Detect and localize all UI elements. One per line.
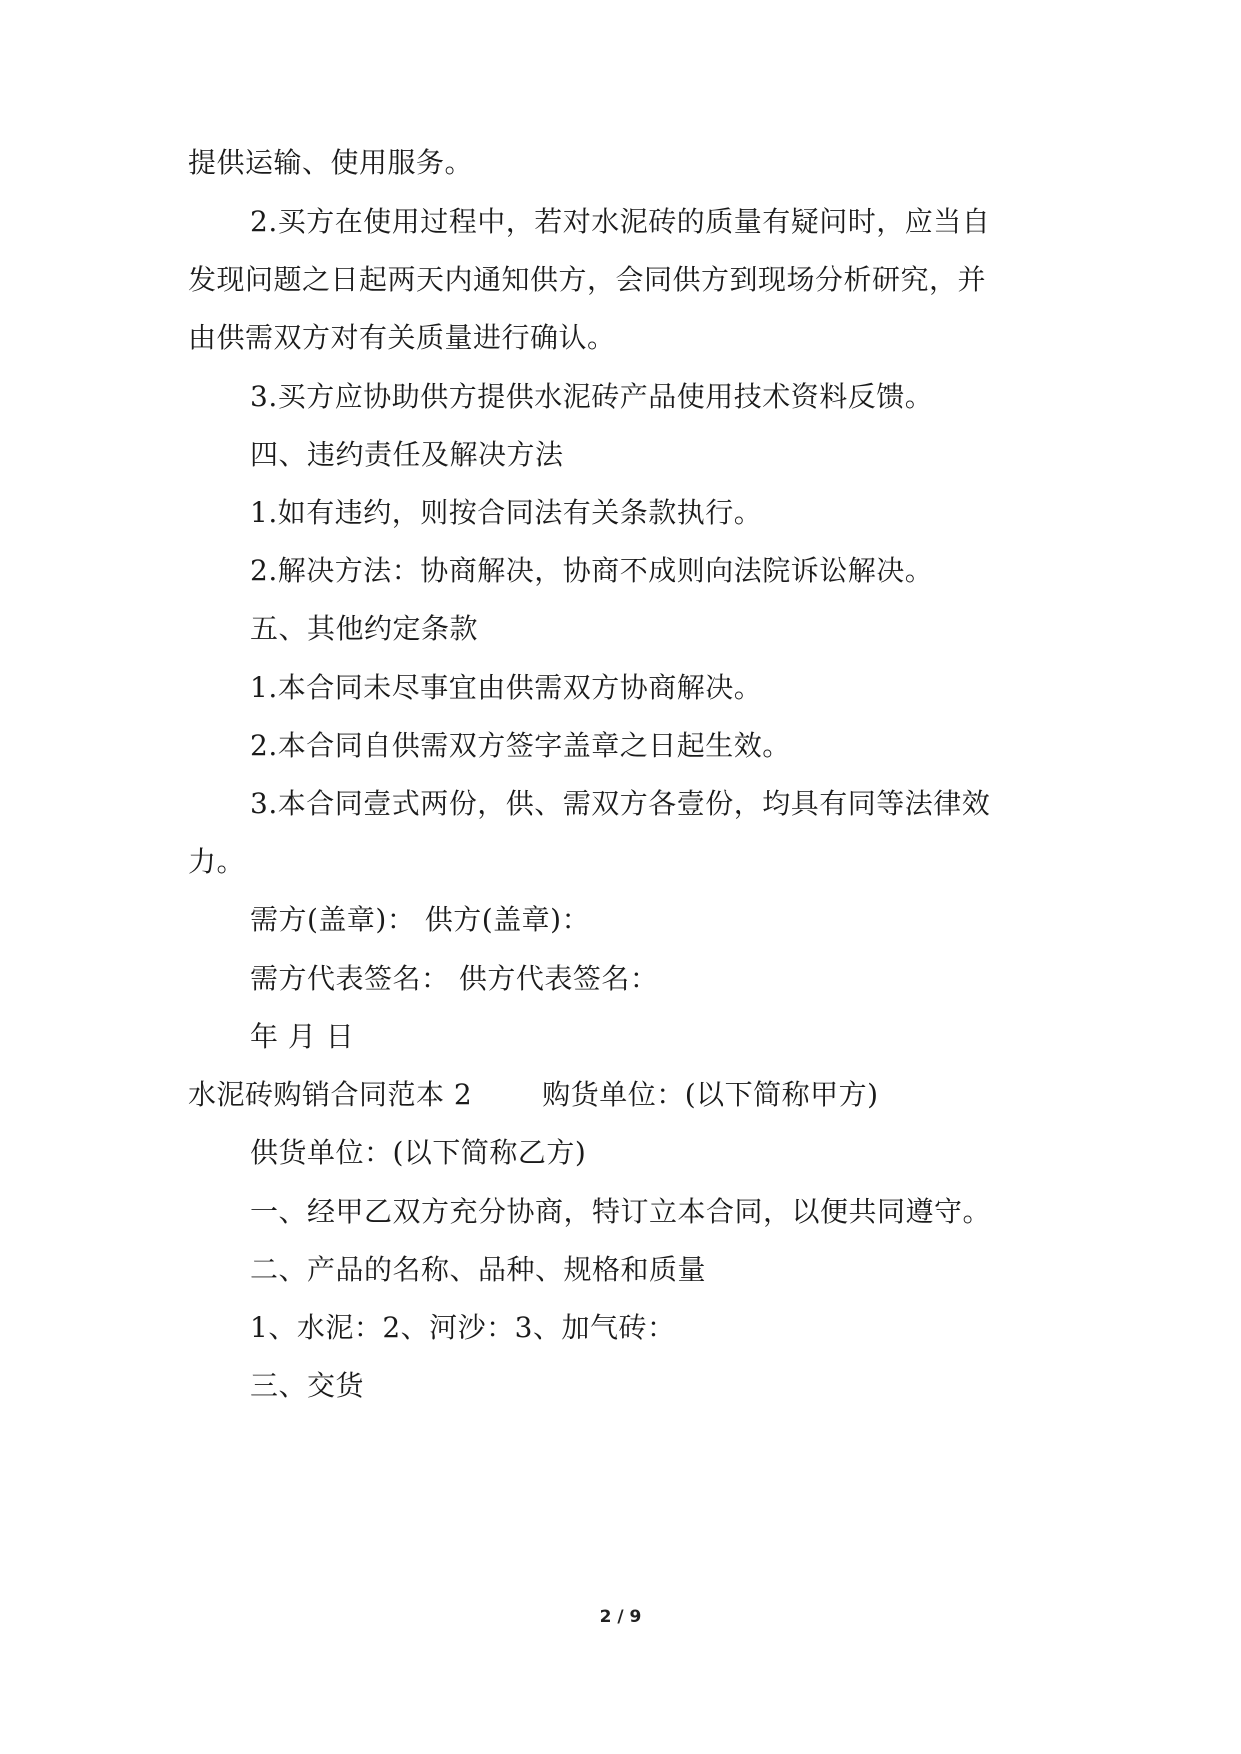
contract-title-line bbox=[0, 1075, 1241, 1115]
paragraph-line: 2.解决方法：协商解决，协商不成则向法院诉讼解决。 bbox=[250, 554, 934, 587]
paragraph-line: 1.如有违约，则按合同法有关条款执行。 bbox=[250, 496, 763, 529]
paragraph-line: 1.本合同未尽事宜由供需双方协商解决。 bbox=[250, 671, 763, 704]
section-heading: 四、违约责任及解决方法 bbox=[250, 438, 564, 471]
paragraph-line: 2.买方在使用过程中，若对水泥砖的质量有疑问时，应当自 bbox=[250, 205, 991, 238]
paragraph-line: 发现问题之日起两天内通知供方，会同供方到现场分析研究，并 bbox=[188, 263, 987, 296]
signature-line: 需方(盖章)： 供方(盖章)： bbox=[250, 903, 591, 936]
section-heading: 三、交货 bbox=[250, 1369, 365, 1402]
section-heading: 二、产品的名称、品种、规格和质量 bbox=[250, 1253, 707, 1286]
paragraph-line: 供货单位：(以下简称乙方) bbox=[250, 1136, 587, 1169]
paragraph-line: 提供运输、使用服务。 bbox=[188, 146, 474, 179]
contract-title: 水泥砖购销合同范本 2 bbox=[188, 1078, 473, 1111]
page-number: 2 / 9 bbox=[599, 1607, 642, 1627]
paragraph-line: 2.本合同自供需双方签字盖章之日起生效。 bbox=[250, 729, 791, 762]
buyer-unit: 购货单位：(以下简称甲方) bbox=[542, 1078, 879, 1111]
paragraph-line: 3.本合同壹式两份，供、需双方各壹份，均具有同等法律效 bbox=[250, 787, 991, 820]
paragraph-line: 由供需双方对有关质量进行确认。 bbox=[188, 321, 616, 354]
date-line: 年 月 日 bbox=[250, 1020, 355, 1053]
section-heading: 五、其他约定条款 bbox=[250, 612, 479, 645]
paragraph-line: 1、水泥：2、河沙：3、加气砖： bbox=[250, 1311, 676, 1344]
signature-line: 需方代表签名： 供方代表签名： bbox=[250, 962, 659, 995]
paragraph-line: 一、经甲乙双方充分协商，特订立本合同，以便共同遵守。 bbox=[250, 1195, 992, 1228]
paragraph-line: 3.买方应协助供方提供水泥砖产品使用技术资料反馈。 bbox=[250, 380, 934, 413]
paragraph-line: 力。 bbox=[188, 845, 246, 878]
